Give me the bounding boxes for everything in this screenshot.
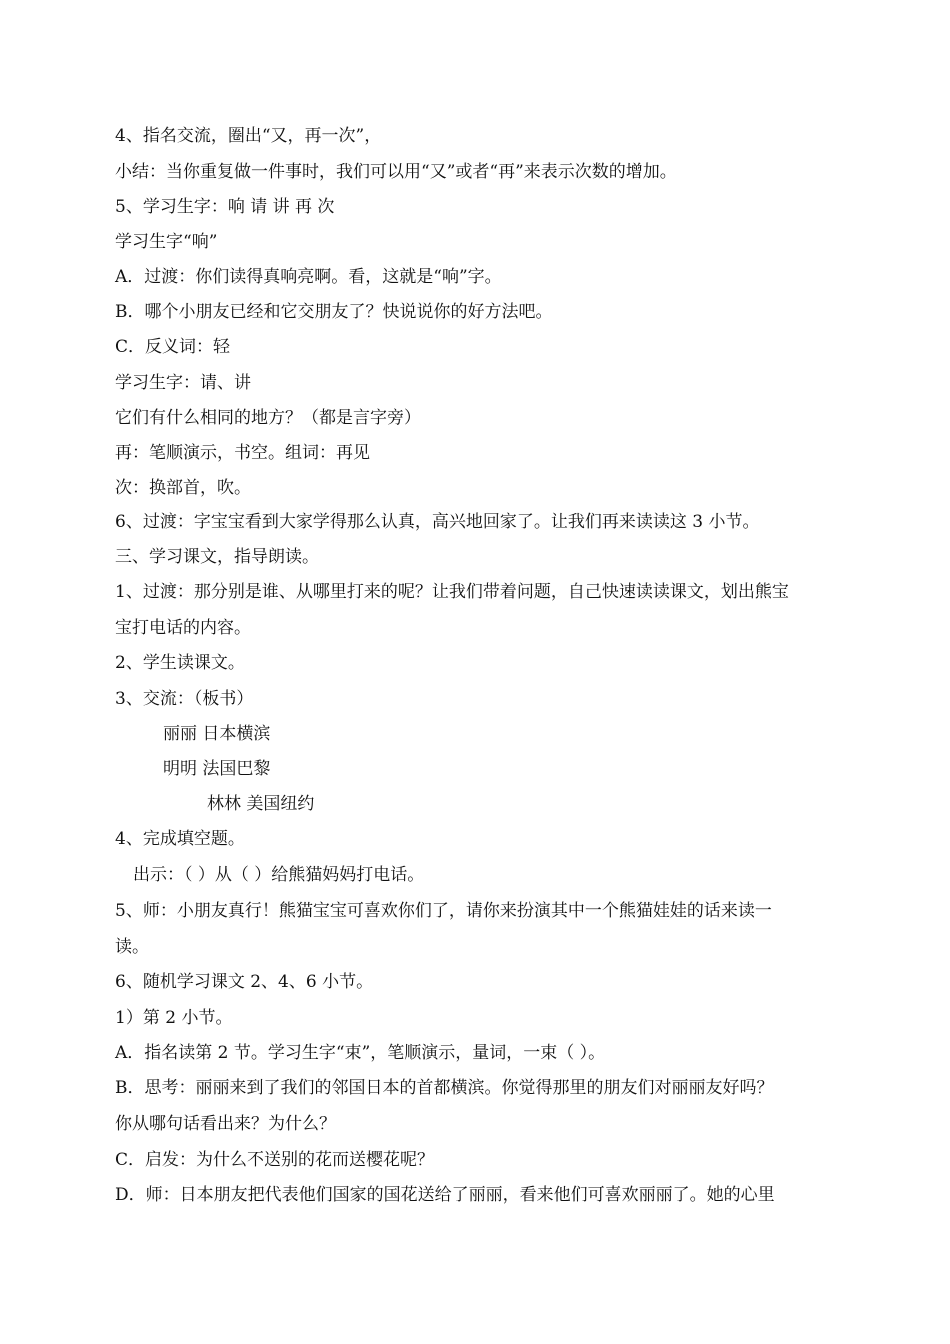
- text-line: 你从哪句话看出来？为什么？: [115, 1114, 336, 1134]
- text-line: 小结：当你重复做一件事时，我们可以用“又”或者“再”来表示次数的增加。: [115, 162, 677, 182]
- text-line: 4、指名交流，圈出“又，再一次”，: [115, 126, 382, 146]
- board-note: 明明 法国巴黎: [163, 759, 271, 779]
- text-line: 5、师：小朋友真行！熊猫宝宝可喜欢你们了，请你来扮演其中一个熊猫娃娃的话来读一: [115, 901, 772, 921]
- text-line: C．启发：为什么不送别的花而送樱花呢？: [115, 1150, 435, 1170]
- text-line: 3、交流：（板书）: [115, 689, 254, 709]
- text-line: 宝打电话的内容。: [115, 618, 251, 638]
- text-line: 2、学生读课文。: [115, 653, 245, 673]
- text-line: 5、学习生字：响 请 讲 再 次: [115, 197, 335, 217]
- text-line: 再：笔顺演示，书空。组词：再见: [115, 443, 370, 463]
- text-line: 4、完成填空题。: [115, 829, 245, 849]
- text-line: 学习生字“响”: [115, 232, 218, 252]
- text-line: A．指名读第 2 节。学习生字“束”，笔顺演示，量词，一束（ ）。: [115, 1043, 606, 1063]
- text-line: 它们有什么相同的地方？（都是言字旁）: [115, 408, 421, 428]
- text-line: C．反义词：轻: [115, 337, 231, 357]
- text-line: 1、过渡：那分别是谁、从哪里打来的呢？让我们带着问题，自己快速读读课文，划出熊宝: [115, 582, 789, 602]
- text-line: 6、随机学习课文 2、4、6 小节。: [115, 972, 374, 992]
- text-line: 次：换部首，吹。: [115, 478, 251, 498]
- board-note: 丽丽 日本横滨: [163, 724, 271, 744]
- text-line: B．思考：丽丽来到了我们的邻国日本的首都横滨。你觉得那里的朋友们对丽丽友好吗？: [115, 1078, 774, 1098]
- section-heading: 三、学习课文，指导朗读。: [115, 547, 319, 567]
- text-line: 1）第 2 小节。: [115, 1008, 233, 1028]
- text-line: D．师：日本朋友把代表他们国家的国花送给了丽丽，看来他们可喜欢丽丽了。她的心里: [115, 1185, 775, 1205]
- text-line: B．哪个小朋友已经和它交朋友了？快说说你的好方法吧。: [115, 302, 553, 322]
- text-line: A．过渡：你们读得真响亮啊。看，这就是“响”字。: [115, 267, 502, 287]
- board-note: 林林 美国纽约: [207, 794, 315, 814]
- fill-blank-prompt: 出示：（ ）从（ ）给熊猫妈妈打电话。: [133, 865, 425, 885]
- text-line: 6、过渡：字宝宝看到大家学得那么认真，高兴地回家了。让我们再来读读这 3 小节。: [115, 512, 760, 532]
- text-line: 读。: [115, 937, 149, 957]
- text-line: 学习生字：请、讲: [115, 373, 251, 393]
